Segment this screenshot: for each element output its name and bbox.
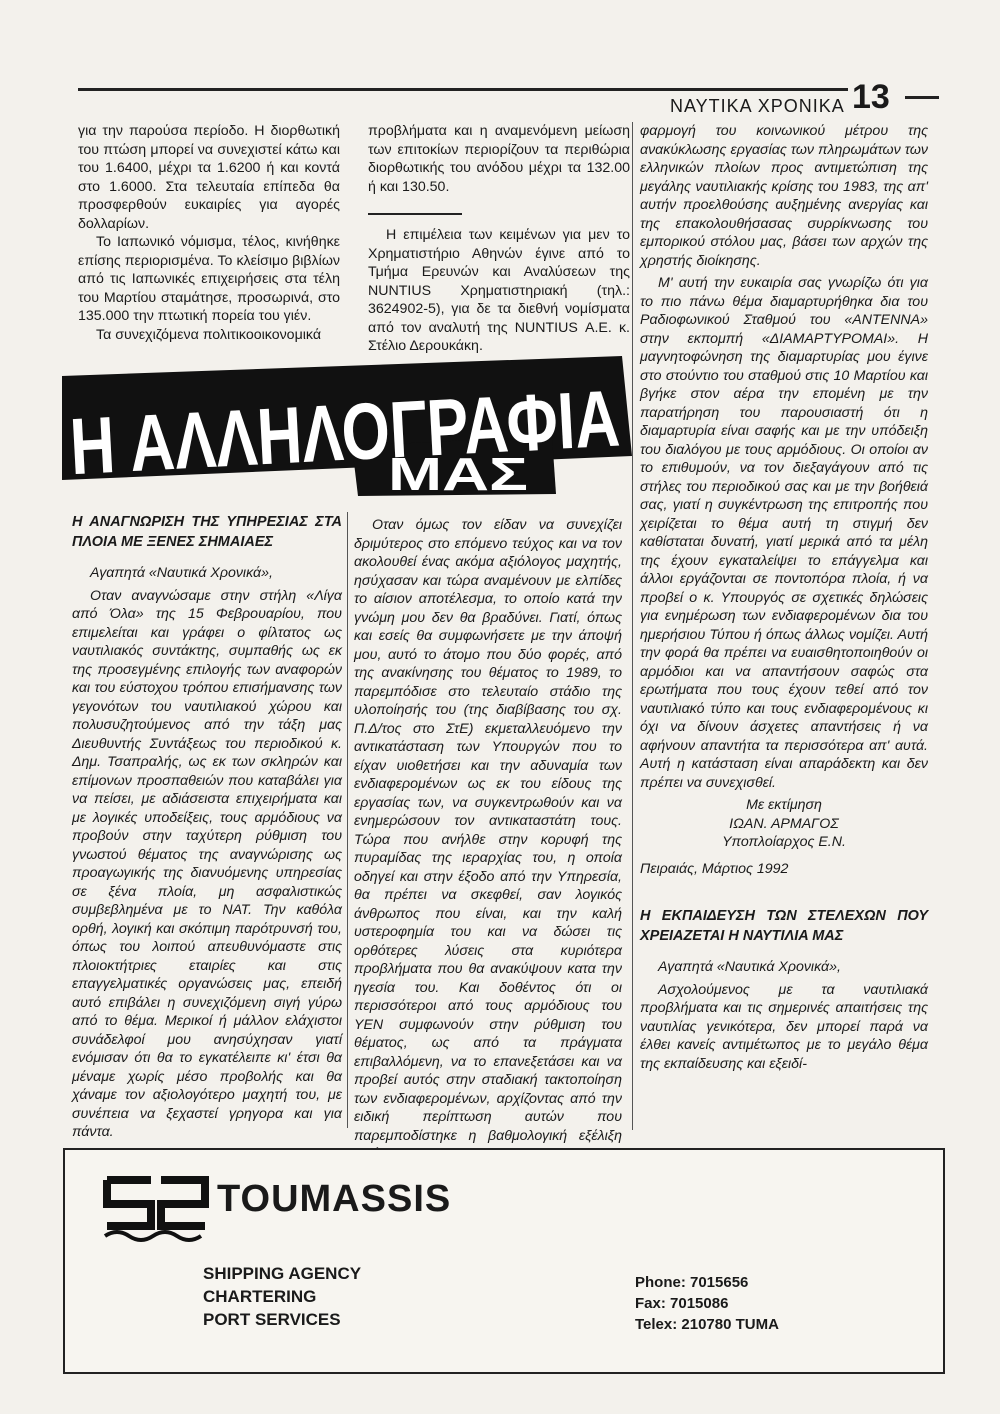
paragraph: Τα συνεχιζόμενα πολιτικοοικονομικά: [96, 326, 322, 343]
signature-closing: Με εκτίμηση: [746, 797, 822, 813]
contact-list: [635, 1272, 779, 1335]
signature-name: ΙΩΑΝ. ΑΡΜΑΓΟΣ: [729, 815, 839, 832]
place-date: Πειραιάς, Μάρτιος 1992: [640, 860, 789, 877]
contact-telex: Telex: 210780 TUMA: [635, 1316, 779, 1333]
header-rule: [78, 88, 848, 91]
toumassis-ad: [63, 1148, 945, 1374]
paragraph: Μ' αυτή την ευκαιρία σας γνωρίζω ότι για το πιο πάνω θέμα διαμαρτυρήθηκα δια του Ραδιοφωνικού Σταθμού του «ΑΝΤΕΝΝΑ» στην εκπομπή «ΔΙΑΜΑΡΤΥΡΟΜΑΙ». Η μαγνητοφώνηση της διαμαρτυρίας μου έγινε στο στούντιο του σταθμού στις 10 Μαρτίου και βγήκε στον αέρα την επομένη με την παρατήρηση του παρουσιαστή ότι η διαμαρτυρία είναι σαφής και με την υπόδειξη του διαλόγου με τους αρμόδιους. Οι οποίοι αν το επιθυμούν, να τον διεξαγάγουν από τις στήλες του περιοδικού σας και με την βοήθειά σας, γιατί η συγκέντρωση της επιτροπής που χειρίζεται το θέμα αυτή τη στιγμή δεν καθίσταται δυνατή, γιατί μερικά από τα μέλη της έχουν εγκαταλείψει το επάγγελμα και άλλοι εργάζονται σε ποντοπόρα πλοία, ή να προβεί ο κ. Υπουργός σε σχετικές δηλώσεις για ενημέρωση των ενδιαφερομένων δια του ημερήσιου Τύπου ή όπως άλλως νομίζει. Αυτή την φορά θα πρέπει να ευαισθητοποιηθούν οι αρμόδιοι και να απαντήσουν σαφώς στα ερωτήματα που τους έχουν τεθεί από τον ναυτιλιακό τύπο και τους ενδιαφερομένους κι όχι να δίνουν άσχετες απαντήσεις ή να αφήνουν απαντήτα τα περισσότερα απ' αυτά. Αυτή η κατάσταση είναι απαράδεκτη και δεν πρέπει να συνεχισθεί.: [640, 275, 928, 791]
paragraph: φαρμογή του κοινωνικού μέτρου της ανακύκλωσης εργασίας των πληρωμάτων των ελληνικών πλοίων προς αντιμετώπιση της μεγάλης ναυτιλιακής κρίσης του 1983, της απ' αυτήν προελθούσης αυξημένης ανεργίας και της επακολουθήσασας συρρίκνωσης του εμπορικού στόλου μας, βάσει των αρχών της χρηστής διοίκησης.: [640, 123, 928, 269]
letter1-body-1: Οταν αναγνώσαμε στην στήλη «Λίγα από Όλα» της 15 Φεβρουαρίου, που επιμελείται και γράφει ο φίλτατος ως ναυτιλιακός συντάκτης, συμπαθής ως εκ της προσεγμένης επιλογής των αναφορών και του εύστοχου τρόπου επισήμανσης των γεγονότων του ναυτιλιακού χώρου και πολυσυζητούμενος από την τάξη μας Διευθυντής Συντάξεως του περιοδικού κ. Δημ. Τσαπραλής, ως εκ των σκληρών και επίμονων προσπαθειών που καταβάλει για να πείσει, με αδιάσειστα επιχειρήματα και με λογικές υποδείξεις, τους αρμόδιους να προβούν στην ταχύτερη ρύθμιση του γνωστού θέματος της αναγνώρισης ως προαγωγικής της διανυόμενης υπηρεσίας σε ξένα πλοία, μη ασφαλιστικώς συμβεβλημένα με το ΝΑΤ. Την καθόλα ορθή, λογική και σκόπιμη παρότρυνσή του, όπως του λοιπού απευθυνόμαστε στις πλοιοκτήτριες εταιρίες και στις επαγγελματικές οργανώσεις μας, επειδή αυτό επιβάλει η συνεχιζόμενη σιγή γύρω από το θέμα. Μερικοί ή μάλλον ελάχιστοι συνάδελφοί μου ανησύχησαν γιατί ενόμισαν ότι θα το εγκατέλειπε κι' έτσι θα μέναμε χωρίς μέσο προβολής και θα χάναμε τον αξιολογότερο μαχητή του, με συνέπεια να ξεχαστεί γρηγορα και για πάντα.: [72, 587, 342, 1140]
letter1-salutation: Αγαπητά «Ναυτικά Χρονικά»,: [90, 565, 273, 581]
banner-line-1: Η ΑΛΛΗΛΟΓΡΑΦΙΑ: [67, 365, 632, 492]
toumassis-logo: [101, 1174, 213, 1246]
signature-rank: Υποπλοίαρχος Ε.Ν.: [722, 834, 846, 850]
right-column: [640, 122, 928, 1073]
letter1-body-2: Οταν όμως τον είδαν να συνεχίζει δριμύτερος στο επόμενο τεύχος και να τον ακολουθεί ένας ακόμα αξιόλογος μαχητής, ησύχασαν και τώρα αναμένουν με ελπίδες το αίσιον αποτέλεσμα, το οποίο κατά την γνώμη μου δεν θα βραδύνει. Γιατί, όπως και εσείς θα συμφωνήσετε με την άποψή μου, αυτό το άτομο που δύο φορές, από της ανακίνησης του θέματος το 1989, το παρεμπόδισε στο τελευταίο στάδιο της υλοποίησής του (της διαβίβασης του σχ. Π.Δ/τος στο ΣτΕ) εκμεταλλευόμενο την αντικατάσταση των Υπουργών που το είχαν υιοθετήσει και την αδυναμία των ενδιαφερομένων ως εκ του είδους της εργασίας των, να συγκεντρωθούν και να ενημερώσουν τον αντικαταστάτη τους. Τώρα που ανήλθε στην κορυφή της πυραμίδας της ιεραρχίας του, η οποία οδηγεί και στην έξοδο από την Υπηρεσία, θα πρέπει να σκεφθεί, σαν λογικός άνθρωπος που είναι, και την καλή υστεροφημία του και να δώσει τις ορθότερες λύσεις στα κυριότερα προβλήματα που θα ανακύψουν κατα την ηγεσία του. Και δοθέντος ότι οι περισσότεροι από τους αρμόδιους του ΥΕΝ συμφωνούν στην ρύθμιση του θέματος, ως από τα πράγματα επιβαλλόμενη, να το επανεξετάσει και να προβεί αυτός στην σταδιακή τακτοποίηση των ενδιαφερομένων, αρχίζοντας από την ειδική περίπτωση αυτών που παρεμποδίστηκε η βαθμολογική εξέλιξη: [354, 517, 622, 1144]
letter2-heading: Η ΕΚΠΑΙΔΕΥΣΗ ΤΩΝ ΣΤΕΛΕΧΩΝ ΠΟΥ ΧΡΕΙΑΖΕΤΑΙ Η ΝΑΥΤΙΛΙΑ ΜΑΣ: [640, 908, 928, 944]
company-name: TOUMASSIS: [217, 1178, 452, 1220]
letter1-column-2: [354, 516, 622, 1164]
contact-phone: Phone: 7015656: [635, 1274, 749, 1291]
letter2-body: Ασχολούμενος με τα ναυτιλιακά προβλήματα και τις σημερινές απαιτήσεις της ναυτιλίας γενικότερα, δεν μπορεί παρά να έλθει κανείς αντιμέτωπος με το μεγάλο θέμα της εκπαίδευσης και εξειδί-: [640, 981, 928, 1072]
top-column-1: [78, 122, 340, 344]
letter1-column-1: [72, 512, 342, 1142]
column-rule: [347, 512, 348, 1128]
service-item: PORT SERVICES: [203, 1310, 341, 1329]
letter1-heading: Η ΑΝΑΓΝΩΡΙΣΗ ΤΗΣ ΥΠΗΡΕΣΙΑΣ ΣΤΑ ΠΛΟΙΑ ΜΕ ΞΕΝΕΣ ΣΗΜΑΙΑΕΣ: [72, 514, 342, 550]
header-rule-right: [905, 96, 939, 99]
paragraph: προβλήματα και η αναμενόμενη μείωση των επιτοκίων περιορίζουν τα περιθώρια διορθωτικής του ανόδου μέχρι τα 132.00 ή και 130.50.: [368, 123, 630, 195]
banner-line-2: ΜΑΣ: [388, 448, 528, 496]
service-item: SHIPPING AGENCY: [203, 1264, 362, 1283]
contact-fax: Fax: 7015086: [635, 1295, 729, 1312]
section-divider: [368, 213, 462, 215]
column-rule: [632, 122, 633, 1130]
letter2-salutation: Αγαπητά «Ναυτικά Χρονικά»,: [658, 959, 841, 975]
page-number: 13: [852, 78, 890, 116]
paragraph: Το Ιαπωνικό νόμισμα, τέλος, κινήθηκε επίσης περιορισμένα. Το κλείσιμο βιβλίων από τις Ιαπωνικές επιχειρήσεις στα τέλη του Μαρτίου σταμάτησε, προσωρινά, στο 135.000 την πτωτική πορεία του γιέν.: [78, 234, 340, 324]
correspondence-banner: [62, 356, 632, 496]
magazine-title: ΝΑΥΤΙΚΑ ΧΡΟΝΙΚΑ: [670, 96, 845, 116]
top-column-2: [368, 122, 630, 356]
services-list: [203, 1262, 361, 1331]
service-item: CHARTERING: [203, 1287, 317, 1306]
paragraph: Η επιμέλεια των κειμένων για μεν το Χρηματιστήριο Αθηνών έγινε από το Τμήμα Ερευνών και Αναλύσεων της NUNTIUS Χρηματιστηριακή (τηλ.: 3624902-5), για δε τα διεθνή νομίσματα από τον αναλυτή της NUNTIUS Α.Ε. κ. Στέλιο Δερουκάκη.: [368, 227, 630, 354]
paragraph: για την παρούσα περίοδο. Η διορθωτική του πτώση μπορεί να συνεχιστεί κάτω και του 1.6400, μέχρι τα 1.6200 ή και κοντά στο 1.6000. Στα τελευταία επίπεδα θα προσφερθούν ευκαιρίες για αγορές δολλαρίων.: [78, 123, 340, 232]
